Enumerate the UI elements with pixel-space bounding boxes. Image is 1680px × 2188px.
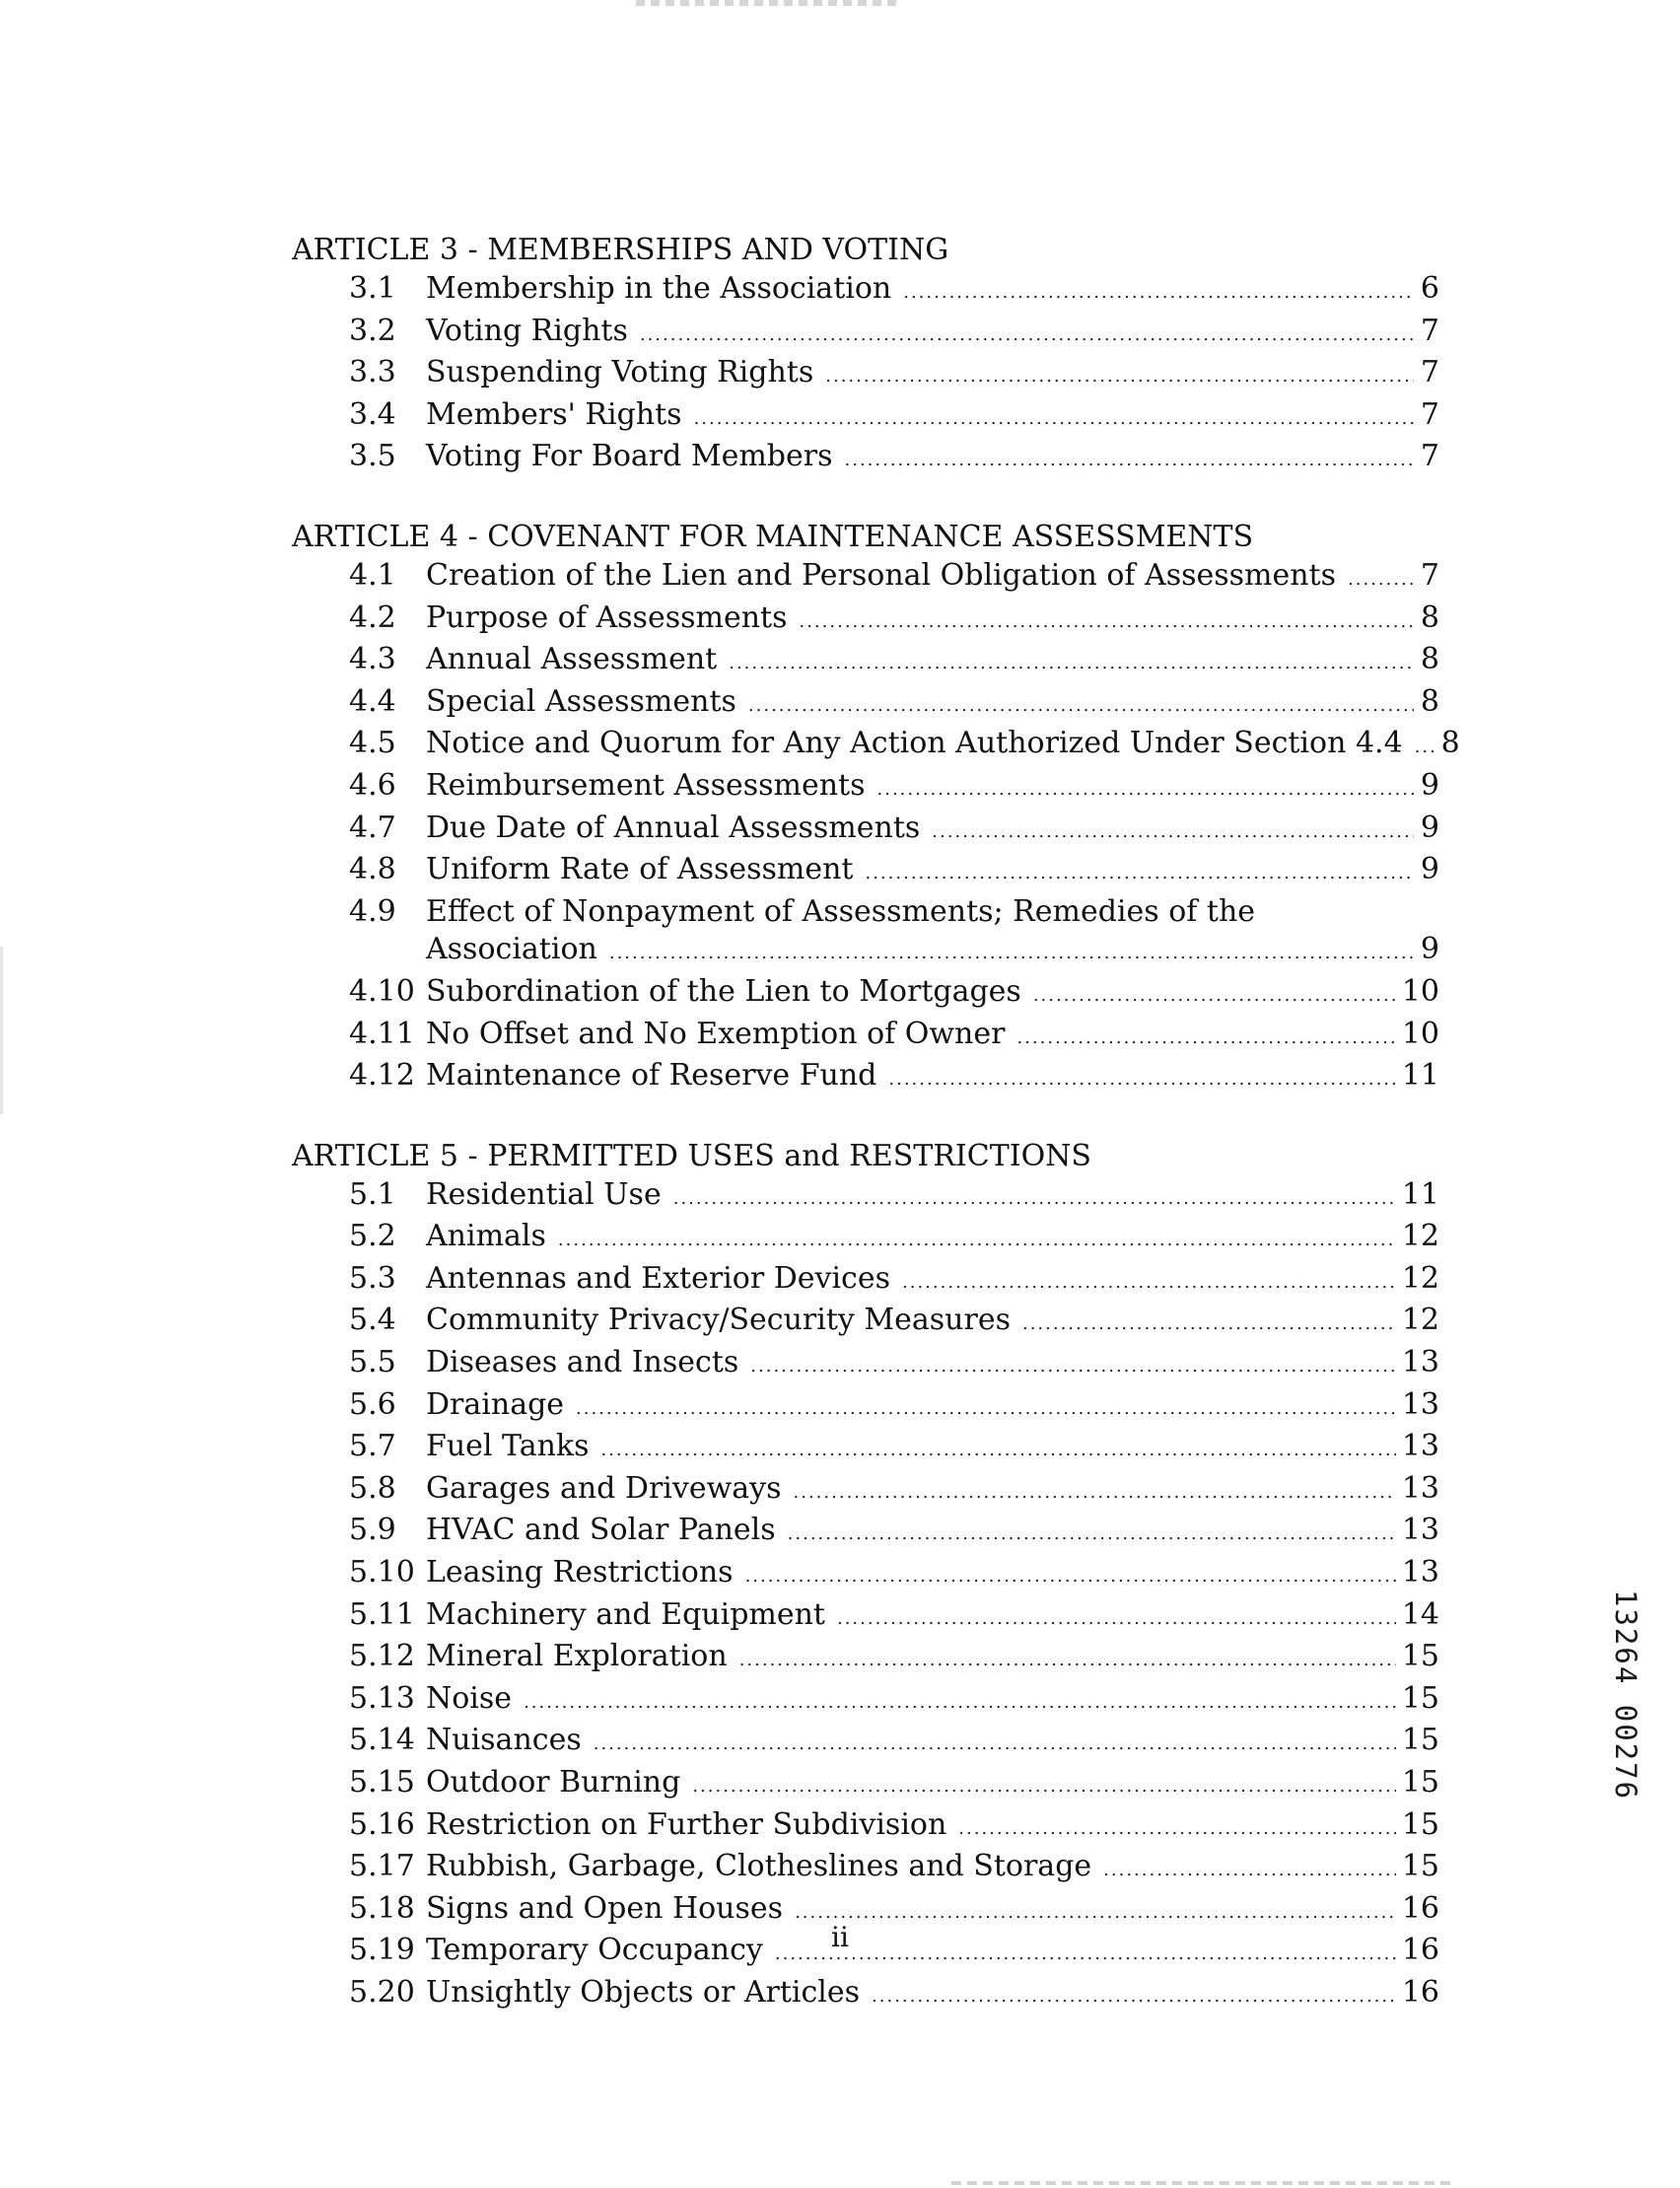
page-reference: 12 [1401,1219,1439,1254]
section-number: 5.2 [349,1219,396,1254]
page-reference: 13 [1401,1555,1439,1590]
section-number: 5.20 [349,1974,415,2010]
dot-leader [609,935,1414,973]
section-title: Outdoor Burning [426,1765,681,1800]
toc-entry [292,1638,1439,1680]
toc-entry [292,1848,1439,1890]
page-reference: 13 [1401,1470,1439,1506]
page-reference: 7 [1420,439,1439,474]
section-number: 5.10 [349,1555,415,1590]
dot-leader [958,1810,1396,1849]
section-number: 5.9 [349,1513,396,1548]
section-title: Temporary Occupancy [426,1933,763,1968]
section-title: Noise [426,1680,513,1716]
section-title: Subordination of the Lien to Mortgages [426,973,1021,1009]
dot-leader [788,1516,1396,1554]
section-title: Nuisances [426,1723,582,1758]
section-number: 5.16 [349,1806,415,1842]
section-title: Purpose of Assessments [426,600,788,635]
page-reference: 15 [1401,1680,1439,1716]
toc-entry [292,1344,1439,1386]
section-title: Leasing Restrictions [426,1555,734,1590]
section-number: 5.5 [349,1345,396,1380]
article-heading: ARTICLE 4 - COVENANT FOR MAINTENANCE ASSESSMENTS [292,519,1254,554]
section-title: HVAC and Solar Panels [426,1513,776,1548]
toc-entry [292,1218,1439,1260]
section-title: Suspending Voting Rights [426,355,814,390]
dot-leader [1033,977,1396,1016]
dot-leader [600,1432,1395,1470]
page-reference: 10 [1401,973,1439,1009]
toc-entry [292,725,1460,767]
dot-leader [872,1978,1396,2016]
dot-leader [750,1348,1396,1386]
section-number: 4.9 [349,893,396,929]
page-reference: 9 [1420,932,1439,967]
dot-leader [865,855,1414,893]
toc-entry [292,438,1439,480]
page-reference: 12 [1401,1260,1439,1296]
section-number: 4.10 [349,973,415,1009]
section-number: 3.4 [349,396,396,432]
section-title: Membership in the Association [426,271,892,306]
toc-entry [292,683,1439,726]
section-title: Maintenance of Reserve Fund [426,1058,877,1094]
section-title: Voting Rights [426,313,628,348]
page-reference: 11 [1401,1058,1439,1094]
toc-entry [292,1680,1439,1723]
section-title: Creation of the Lien and Personal Obligation of Assessments [426,557,1336,593]
scan-artifact-bottom [951,2181,1454,2185]
section-number: 5.11 [349,1596,415,1632]
page-reference: 16 [1401,1933,1439,1968]
toc-entry [292,1596,1439,1639]
page-reference: 9 [1420,810,1439,845]
page-reference: 15 [1401,1639,1439,1674]
page-reference: 15 [1401,1765,1439,1800]
dot-leader [877,771,1415,810]
page-reference: 16 [1401,1974,1439,2010]
toc-entry [292,270,1439,313]
section-number: 5.8 [349,1470,396,1506]
toc-entry [292,1806,1439,1849]
page-reference: 11 [1401,1176,1439,1212]
dot-leader [745,1558,1396,1596]
dot-leader [594,1726,1396,1764]
toc-entry [292,893,1439,973]
section-title-block [406,893,1439,973]
toc-entry [292,1016,1439,1058]
section-number: 4.5 [349,726,396,761]
section-number: 5.13 [349,1680,415,1716]
section-number: 5.4 [349,1303,396,1338]
toc-entry [292,641,1439,683]
section-number: 3.2 [349,313,396,348]
page-reference: 10 [1401,1016,1439,1051]
toc-entry [292,600,1439,642]
page-reference: 13 [1401,1386,1439,1422]
section-number: 5.18 [349,1890,415,1926]
section-number: 4.6 [349,767,396,803]
scan-artifact-top [636,0,897,6]
section-number: 5.7 [349,1429,396,1464]
section-title: Residential Use [426,1176,662,1212]
section-title: Diseases and Insects [426,1345,739,1380]
toc-entry [292,1176,1439,1219]
section-title: Drainage [426,1386,565,1422]
section-title: Signs and Open Houses [426,1890,784,1926]
scan-artifact-left [0,947,3,1114]
dot-leader [825,358,1414,396]
section-title: Special Assessments [426,683,736,719]
toc-article [292,231,1439,480]
toc-entry [292,1386,1439,1429]
section-number: 5.14 [349,1723,415,1758]
section-number: 4.4 [349,683,396,719]
toc-article [292,1137,1439,2016]
dot-leader [794,1474,1396,1513]
page-reference: 15 [1401,1723,1439,1758]
section-number: 3.5 [349,439,396,474]
dot-leader [845,442,1415,480]
section-number: 4.8 [349,852,396,887]
page-reference: 7 [1420,396,1439,432]
toc-entry [292,354,1439,396]
section-title: Voting For Board Members [426,439,833,474]
toc-entry [292,810,1439,852]
section-number: 4.11 [349,1016,415,1051]
dot-leader [576,1390,1396,1429]
section-number: 3.1 [349,271,396,306]
page-reference: 13 [1401,1429,1439,1464]
dot-leader [1415,729,1435,767]
page-reference: 13 [1401,1345,1439,1380]
dot-leader [673,1180,1396,1219]
recording-stamp-text: 13264 00276 [1609,1589,1643,1801]
dot-leader [524,1684,1396,1723]
page-reference: 8 [1420,642,1439,677]
page-reference: 9 [1420,767,1439,803]
toc-entry [292,851,1439,893]
page-reference: 13 [1401,1513,1439,1548]
dot-leader [902,1264,1396,1303]
page-reference: 7 [1420,355,1439,390]
section-title-continuation-line [426,931,1439,973]
toc-entry [292,1722,1439,1764]
toc-entry [292,396,1439,439]
article-heading: ARTICLE 3 - MEMBERSHIPS AND VOTING [292,233,949,267]
page-reference: 8 [1420,600,1439,635]
page-reference: 6 [1420,271,1439,306]
page-reference: 7 [1420,313,1439,348]
dot-leader [1348,561,1414,600]
page-reference: 15 [1401,1806,1439,1842]
section-number: 4.3 [349,642,396,677]
section-number: 5.6 [349,1386,396,1422]
toc-entry [292,1470,1439,1513]
section-number: 5.19 [349,1933,415,1968]
section-number: 5.1 [349,1176,396,1212]
toc-entry [292,973,1439,1016]
recording-stamp [1609,1589,1648,1856]
dot-leader [1103,1852,1396,1890]
page-reference: 15 [1401,1849,1439,1884]
dot-leader [558,1222,1396,1260]
toc-entry [292,1260,1439,1303]
section-title: Community Privacy/Security Measures [426,1303,1011,1338]
toc-entry [292,1764,1439,1806]
section-number: 3.3 [349,355,396,390]
section-title: Mineral Exploration [426,1639,728,1674]
dot-leader [640,317,1414,355]
toc-entry [292,1302,1439,1344]
section-number: 4.12 [349,1058,415,1094]
section-title: Fuel Tanks [426,1429,590,1464]
dot-leader [837,1600,1396,1639]
section-title: Unsightly Objects or Articles [426,1974,861,2010]
section-number: 5.15 [349,1765,415,1800]
page-reference: 16 [1401,1890,1439,1926]
page-reference: 7 [1420,557,1439,593]
dot-leader [1022,1306,1396,1344]
dot-leader [748,687,1414,726]
dot-leader [932,813,1414,852]
toc-entry [292,767,1439,810]
page-reference: 8 [1440,726,1460,761]
section-number: 5.12 [349,1639,415,1674]
dot-leader [739,1642,1396,1680]
section-title: Animals [426,1219,546,1254]
toc-entry [292,1057,1439,1099]
dot-leader [692,1768,1395,1806]
section-number: 4.1 [349,557,396,593]
section-title: Uniform Rate of Assessment [426,852,854,887]
section-title: Garages and Driveways [426,1470,782,1506]
page-number: ii [831,1921,849,1953]
section-title-continuation: Association [426,932,597,967]
section-title: No Offset and No Exemption of Owner [426,1016,1006,1051]
section-title: Members' Rights [426,396,682,432]
page-reference: 12 [1401,1303,1439,1338]
page-reference: 9 [1420,852,1439,887]
section-number: 4.2 [349,600,396,635]
section-title: Notice and Quorum for Any Action Authorized Under Section 4.4 [426,726,1403,761]
dot-leader [729,645,1414,683]
dot-leader [694,400,1414,439]
toc-entry [292,1512,1439,1554]
dot-leader [888,1061,1395,1099]
dot-leader [903,274,1414,313]
section-number: 5.3 [349,1260,396,1296]
section-title: Restriction on Further Subdivision [426,1806,947,1842]
section-title: Antennas and Exterior Devices [426,1260,891,1296]
toc-article [292,518,1460,1099]
toc-entry [292,557,1439,600]
section-title: Due Date of Annual Assessments [426,810,921,845]
toc-entry [292,1554,1439,1596]
page-reference: 14 [1401,1596,1439,1632]
section-title: Rubbish, Garbage, Clotheslines and Storage [426,1849,1092,1884]
dot-leader [799,603,1414,642]
dot-leader [1016,1020,1395,1058]
article-heading: ARTICLE 5 - PERMITTED USES and RESTRICTIONS [292,1138,1091,1173]
table-of-contents [292,231,1460,2054]
section-number: 5.17 [349,1849,415,1884]
section-number: 4.7 [349,810,396,845]
page-reference: 8 [1420,683,1439,719]
section-title: Machinery and Equipment [426,1596,825,1632]
section-title: Annual Assessment [426,642,718,677]
toc-entry [292,1974,1439,2016]
section-title: Reimbursement Assessments [426,767,866,803]
section-title: Effect of Nonpayment of Assessments; Remedies of the [426,893,1256,929]
toc-entry [292,1428,1439,1470]
toc-entry [292,313,1439,355]
